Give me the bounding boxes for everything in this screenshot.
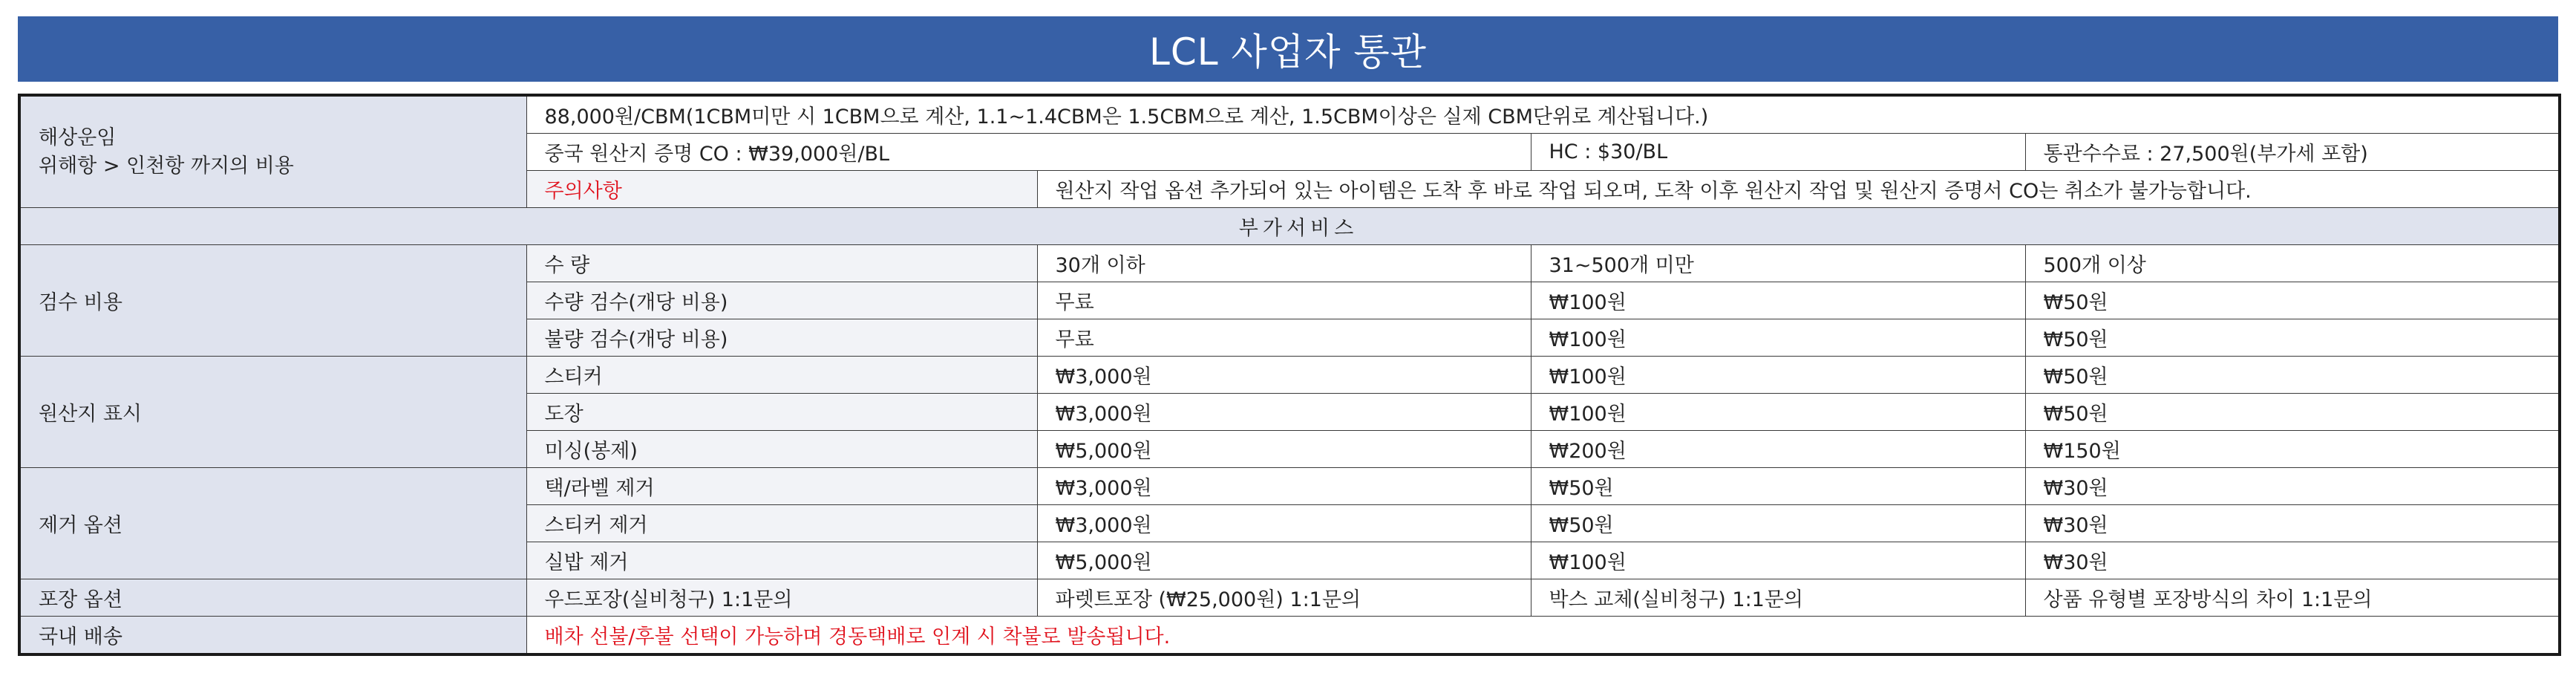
price-cell: ₩50원	[2025, 394, 2560, 431]
price-cell: ₩3,000원	[1037, 357, 1531, 394]
price-cell: ₩100원	[1531, 282, 2025, 319]
price-cell: ₩50원	[2025, 357, 2560, 394]
packing-option: 파렛트포장 (₩25,000원) 1:1문의	[1037, 579, 1531, 617]
price-cell: ₩150원	[2025, 431, 2560, 468]
delivery-label: 국내 배송	[19, 617, 526, 655]
packing-label: 포장 옵션	[19, 579, 526, 617]
packing-option: 박스 교체(실비청구) 1:1문의	[1531, 579, 2025, 617]
price-cell: ₩100원	[1531, 319, 2025, 357]
shipping-label-line2: 위해항 > 인천항 까지의 비용	[39, 154, 294, 178]
removal-item: 스티커 제거	[526, 505, 1037, 542]
inspection-item: 수 량	[526, 245, 1037, 282]
price-cell: ₩30원	[2025, 505, 2560, 542]
table-row	[19, 617, 2560, 655]
removal-label: 제거 옵션	[19, 468, 526, 579]
table-row	[19, 95, 2560, 134]
packing-option: 우드포장(실비청구) 1:1문의	[526, 579, 1037, 617]
caution-label: 주의사항	[526, 171, 1037, 208]
caution-text: 원산지 작업 옵션 추가되어 있는 아이템은 도착 후 바로 작업 되오며, 도착 이후 원산지 작업 및 원산지 증명서 CO는 취소가 불가능합니다.	[1037, 171, 2560, 208]
hc-fee: HC : $30/BL	[1531, 134, 2025, 171]
price-cell: 31~500개 미만	[1531, 245, 2025, 282]
price-cell: 무료	[1037, 319, 1531, 357]
price-cell: ₩100원	[1531, 394, 2025, 431]
price-cell: ₩30원	[2025, 468, 2560, 505]
inspection-item: 불량 검수(개당 비용)	[526, 319, 1037, 357]
price-cell: ₩200원	[1531, 431, 2025, 468]
price-cell: ₩50원	[2025, 319, 2560, 357]
price-cell: ₩5,000원	[1037, 431, 1531, 468]
price-cell: ₩3,000원	[1037, 468, 1531, 505]
delivery-text: 배차 선불/후불 선택이 가능하며 경동택배로 인계 시 착불로 발송됩니다.	[526, 617, 2560, 655]
price-cell: ₩3,000원	[1037, 394, 1531, 431]
price-cell: ₩30원	[2025, 542, 2560, 579]
inspection-label: 검수 비용	[19, 245, 526, 357]
shipping-label-line1: 해상운임	[39, 126, 117, 149]
table-row	[19, 579, 2560, 617]
table-row	[19, 245, 2560, 282]
page-title: LCL 사업자 통관	[18, 16, 2558, 82]
price-cell: 30개 이하	[1037, 245, 1531, 282]
table-row	[19, 468, 2560, 505]
removal-item: 택/라벨 제거	[526, 468, 1037, 505]
price-cell: 무료	[1037, 282, 1531, 319]
origin-label: 원산지 표시	[19, 357, 526, 468]
customs-fee: 통관수수료 : 27,500원(부가세 포함)	[2025, 134, 2560, 171]
price-cell: ₩50원	[2025, 282, 2560, 319]
origin-item: 미싱(봉제)	[526, 431, 1037, 468]
price-cell: ₩100원	[1531, 542, 2025, 579]
price-cell: 500개 이상	[2025, 245, 2560, 282]
co-fee: 중국 원산지 증명 CO : ₩39,000원/BL	[526, 134, 1531, 171]
price-cell: ₩5,000원	[1037, 542, 1531, 579]
table-row	[19, 208, 2560, 245]
inspection-item: 수량 검수(개당 비용)	[526, 282, 1037, 319]
lcl-pricing-table	[18, 94, 2561, 656]
price-cell: ₩3,000원	[1037, 505, 1531, 542]
origin-item: 스티커	[526, 357, 1037, 394]
table-row	[19, 357, 2560, 394]
shipping-label	[19, 95, 526, 208]
origin-item: 도장	[526, 394, 1037, 431]
removal-item: 실밥 제거	[526, 542, 1037, 579]
packing-option: 상품 유형별 포장방식의 차이 1:1문의	[2025, 579, 2560, 617]
price-cell: ₩50원	[1531, 468, 2025, 505]
shipping-rate: 88,000원/CBM(1CBM미만 시 1CBM으로 계산, 1.1~1.4CBM은 1.5CBM으로 계산, 1.5CBM이상은 실제 CBM단위로 계산됩니다.)	[526, 95, 2560, 134]
price-cell: ₩100원	[1531, 357, 2025, 394]
price-cell: ₩50원	[1531, 505, 2025, 542]
addon-section-header: 부가서비스	[19, 208, 2560, 245]
